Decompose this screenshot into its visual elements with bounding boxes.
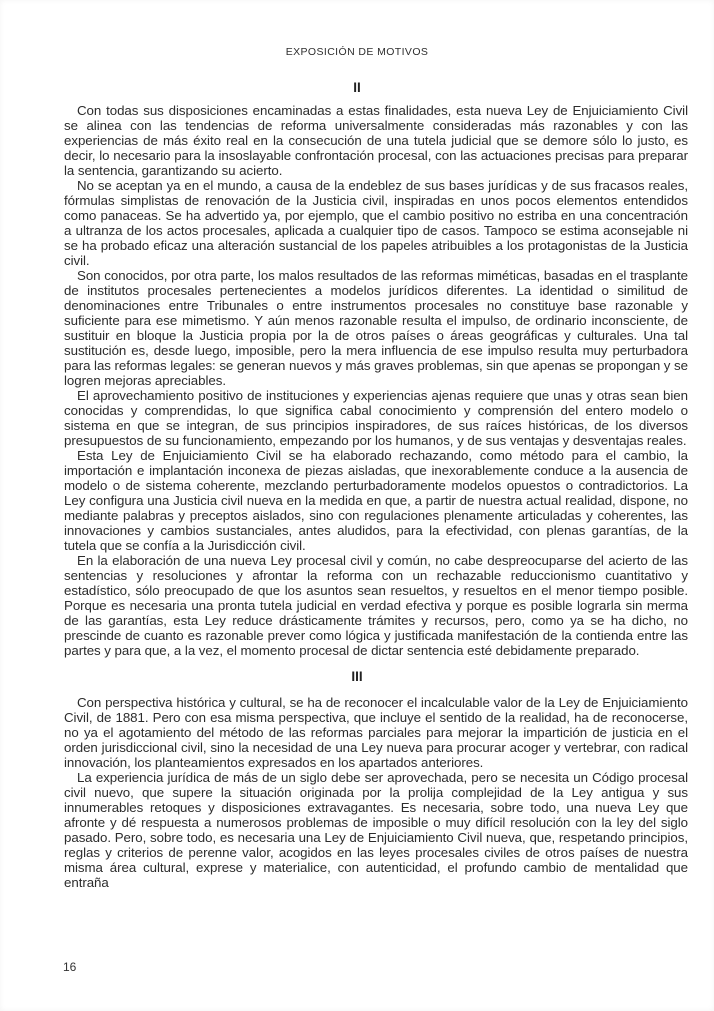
paragraph: La experiencia jurídica de más de un siglo debe ser aprovechada, pero se necesita un Código procesal civil nuevo, que supere la situación originada por la prolija complejidad de la Ley antigua y sus innumerables retoques y disposiciones extravagantes. Es necesaria, sobre todo, una nueva Ley que afronte y dé respuesta a numerosos problemas de imposible o muy difícil resolución con la ley del siglo pasado. Pero, sobre todo, es necesaria una Ley de Enjuiciamiento Civil nueva, que, respetando principios, reglas y criterios de perenne valor, acogidos en las leyes procesales civiles de otros países de nuestra misma área cultural, exprese y materialice, con autenticidad, el profundo cambio de mentalidad que entraña: [64, 770, 688, 890]
section-iii-body: [64, 695, 688, 890]
paragraph: En la elaboración de una nueva Ley procesal civil y común, no cabe despreocuparse del acierto de las sentencias y resoluciones y afrontar la reforma con un rechazable reduccionismo cuantitativo y estadístico, sólo preocupado de que los asuntos sean resueltos, y resueltos en el menor tiempo posible. Porque es necesaria una pronta tutela judicial en verdad efectiva y porque es posible lograrla sin merma de las garantías, esta Ley reduce drásticamente trámites y recursos, pero, como ya se ha dicho, no prescinde de cuanto es razonable prever como lógica y justificada manifestación de la contienda entre las partes y para que, a la vez, el momento procesal de dictar sentencia esté debidamente preparado.: [64, 553, 688, 658]
paragraph: Esta Ley de Enjuiciamiento Civil se ha elaborado rechazando, como método para el cambio, la importación e implantación inconexa de piezas aisladas, que inexorablemente conduce a la ausencia de modelo o de sistema coherente, mezclando perturbadoramente modelos opuestos o contradictorios. La Ley configura una Justicia civil nueva en la medida en que, a partir de nuestra actual realidad, dispone, no mediante palabras y preceptos aislados, sino con regulaciones plenamente articuladas y coherentes, las innovaciones y cambios sustanciales, antes aludidos, para la efectividad, con plenas garantías, de la tutela que se confía a la Jurisdicción civil.: [64, 448, 688, 553]
page-number: 16: [63, 960, 77, 974]
paragraph: Son conocidos, por otra parte, los malos resultados de las reformas miméticas, basadas en el trasplante de institutos procesales pertenecientes a modelos jurídicos diferentes. La identidad o similitud de denominaciones entre Tribunales o entre instrumentos procesales no constituye base razonable y suficiente para ese mimetismo. Y aún menos razonable resulta el impulso, de ordinario inconsciente, de sustituir en bloque la Justicia propia por la de otros países o áreas geográficas y culturales. Una tal sustitución es, desde luego, imposible, pero la mera influencia de ese impulso resulta muy perturbadora para las reformas legales: se generan nuevos y más graves problemas, sin que apenas se propongan y se logren mejoras apreciables.: [64, 268, 688, 388]
section-ii-body: [64, 103, 688, 658]
section-marker-ii: II: [353, 80, 361, 95]
document-header: EXPOSICIÓN DE MOTIVOS: [285, 46, 429, 58]
paragraph: Con perspectiva histórica y cultural, se ha de reconocer el incalculable valor de la Ley de Enjuiciamiento Civil, de 1881. Pero con esa misma perspectiva, que incluye el sentido de la realidad, ha de reconocerse, no ya el agotamiento del método de las reformas parciales para mejorar la impartición de justicia en el orden jurisdiccional civil, sino la necesidad de una Ley nueva para procurar acoger y vertebrar, con radical innovación, los planteamientos expresados en los apartados anteriores.: [64, 695, 688, 770]
paragraph: Con todas sus disposiciones encaminadas a estas finalidades, esta nueva Ley de Enjuiciamiento Civil se alinea con las tendencias de reforma universalmente consideradas más razonables y con las experiencias de más éxito real en la consecución de una tutela judicial que se demore sólo lo justo, es decir, lo necesario para la insoslayable confrontación procesal, con las actuaciones precisas para preparar la sentencia, garantizando su acierto.: [64, 103, 688, 178]
paragraph: El aprovechamiento positivo de instituciones y experiencias ajenas requiere que unas y otras sean bien conocidas y comprendidas, lo que significa cabal conocimiento y comprensión del entero modelo o sistema en que se integran, de sus principios inspiradores, de sus raíces históricas, de los diversos presupuestos de su funcionamiento, empezando por los humanos, y de sus ventajas y desventajas reales.: [64, 388, 688, 448]
paragraph: No se aceptan ya en el mundo, a causa de la endeblez de sus bases jurídicas y de sus fracasos reales, fórmulas simplistas de renovación de la Justicia civil, inspiradas en unos pocos elementos entendidos como panaceas. Se ha advertido ya, por ejemplo, que el cambio positivo no estriba en una concentración a ultranza de los actos procesales, aplicada a cualquier tipo de casos. Tampoco se estima aconsejable ni se ha probado eficaz una alteración sustancial de los papeles atribuibles a los protagonistas de la Justicia civil.: [64, 178, 688, 268]
section-marker-iii: III: [351, 669, 363, 684]
